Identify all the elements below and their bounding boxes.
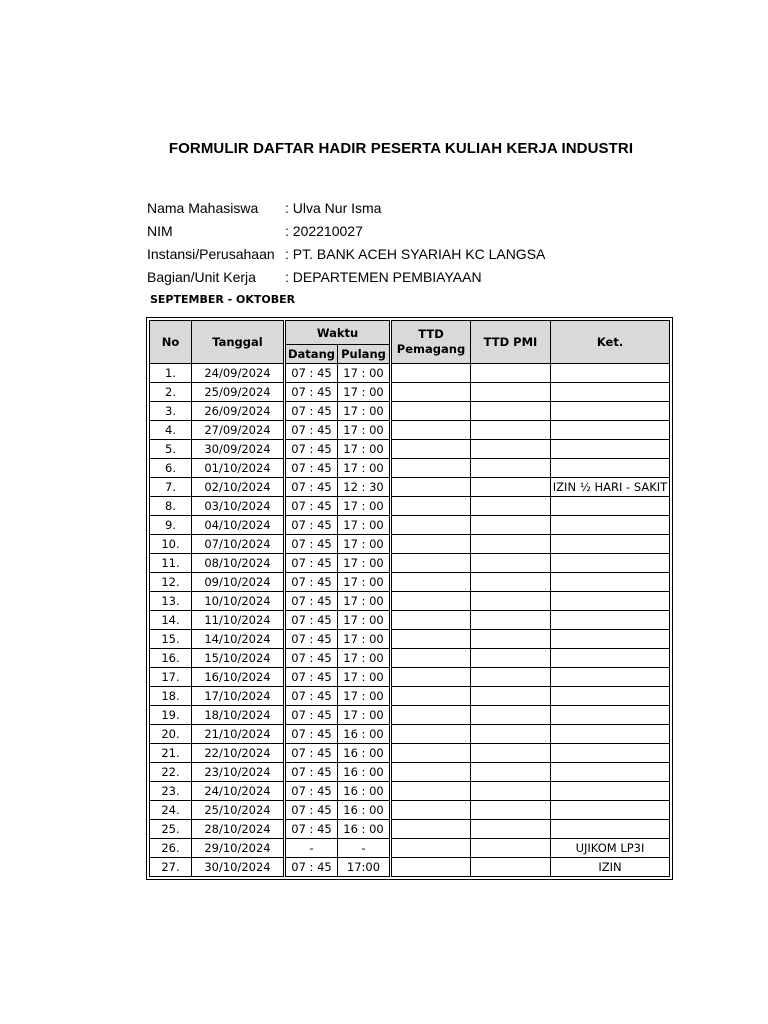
table-row [150,782,670,801]
cell-ttd-pmi [471,649,551,668]
cell-tanggal: 21/10/2024 [192,725,285,744]
cell-ttd-pemagang [391,668,471,687]
table-row [150,421,670,440]
info-label: Nama Mahasiswa [147,200,259,216]
cell-no: 13. [150,592,192,611]
cell-no: 4. [150,421,192,440]
cell-pulang: 17 : 00 [338,554,391,573]
cell-datang: 07 : 45 [285,440,338,459]
cell-pulang: 17 : 00 [338,440,391,459]
cell-pulang: 17 : 00 [338,535,391,554]
page-title: FORMULIR DAFTAR HADIR PESERTA KULIAH KERJA INDUSTRI [168,140,634,157]
table-row [150,516,670,535]
header-pulang: Pulang [338,345,391,364]
cell-ttd-pemagang [391,554,471,573]
cell-datang: 07 : 45 [285,364,338,383]
header-ttd-pemagang [391,321,471,364]
cell-ket [551,687,670,706]
table-row [150,383,670,402]
cell-pulang: - [338,839,391,858]
cell-ttd-pemagang [391,858,471,877]
cell-ttd-pemagang [391,592,471,611]
cell-ttd-pmi [471,801,551,820]
cell-no: 10. [150,535,192,554]
cell-ttd-pemagang [391,497,471,516]
cell-datang: 07 : 45 [285,630,338,649]
cell-tanggal: 02/10/2024 [192,478,285,497]
table-row [150,611,670,630]
cell-datang: 07 : 45 [285,516,338,535]
cell-no: 27. [150,858,192,877]
table-row [150,668,670,687]
period-label: SEPTEMBER - OKTOBER [150,293,296,306]
info-label: Instansi/Perusahaan [147,246,275,262]
cell-ttd-pemagang [391,820,471,839]
cell-ket [551,725,670,744]
cell-tanggal: 30/09/2024 [192,440,285,459]
cell-ttd-pmi [471,478,551,497]
cell-pulang: 16 : 00 [338,820,391,839]
cell-ttd-pemagang [391,364,471,383]
cell-no: 8. [150,497,192,516]
cell-no: 18. [150,687,192,706]
cell-no: 5. [150,440,192,459]
cell-pulang: 17 : 00 [338,383,391,402]
cell-ttd-pmi [471,402,551,421]
cell-ttd-pemagang [391,611,471,630]
cell-ttd-pemagang [391,649,471,668]
cell-datang: - [285,839,338,858]
cell-tanggal: 23/10/2024 [192,763,285,782]
table-row [150,649,670,668]
cell-ket [551,554,670,573]
cell-datang: 07 : 45 [285,402,338,421]
cell-ttd-pmi [471,706,551,725]
table-row [150,592,670,611]
cell-ttd-pemagang [391,839,471,858]
cell-datang: 07 : 45 [285,421,338,440]
cell-ket [551,516,670,535]
cell-pulang: 16 : 00 [338,763,391,782]
cell-tanggal: 25/10/2024 [192,801,285,820]
cell-ttd-pmi [471,497,551,516]
attendance-table [149,320,670,877]
cell-tanggal: 16/10/2024 [192,668,285,687]
cell-pulang: 17 : 00 [338,668,391,687]
cell-datang: 07 : 45 [285,383,338,402]
cell-ket [551,364,670,383]
info-row-bagian [147,268,545,291]
cell-datang: 07 : 45 [285,478,338,497]
cell-pulang: 17 : 00 [338,364,391,383]
cell-ttd-pemagang [391,383,471,402]
table-row [150,402,670,421]
table-row [150,820,670,839]
cell-tanggal: 17/10/2024 [192,687,285,706]
cell-ttd-pmi [471,763,551,782]
cell-ket: IZIN ½ HARI - SAKIT [551,478,670,497]
cell-pulang: 17 : 00 [338,649,391,668]
cell-ttd-pemagang [391,630,471,649]
cell-datang: 07 : 45 [285,554,338,573]
cell-no: 7. [150,478,192,497]
cell-ttd-pemagang [391,516,471,535]
header-ket: Ket. [551,321,670,364]
cell-ket [551,402,670,421]
cell-ket [551,782,670,801]
cell-pulang: 16 : 00 [338,725,391,744]
cell-ket [551,592,670,611]
cell-ket [551,763,670,782]
cell-ket: UJIKOM LP3I [551,839,670,858]
cell-tanggal: 28/10/2024 [192,820,285,839]
cell-pulang: 17 : 00 [338,402,391,421]
cell-ttd-pemagang [391,478,471,497]
cell-datang: 07 : 45 [285,744,338,763]
cell-tanggal: 26/09/2024 [192,402,285,421]
cell-datang: 07 : 45 [285,763,338,782]
table-row [150,687,670,706]
cell-no: 11. [150,554,192,573]
cell-no: 21. [150,744,192,763]
cell-tanggal: 24/10/2024 [192,782,285,801]
cell-ttd-pmi [471,383,551,402]
cell-tanggal: 24/09/2024 [192,364,285,383]
cell-ket: IZIN [551,858,670,877]
cell-pulang: 17 : 00 [338,611,391,630]
cell-ttd-pmi [471,668,551,687]
cell-datang: 07 : 45 [285,497,338,516]
cell-ttd-pmi [471,820,551,839]
table-row [150,440,670,459]
cell-pulang: 17 : 00 [338,573,391,592]
cell-datang: 07 : 45 [285,820,338,839]
cell-pulang: 17 : 00 [338,706,391,725]
cell-tanggal: 27/09/2024 [192,421,285,440]
info-value: : 202210027 [285,223,363,239]
cell-pulang: 12 : 30 [338,478,391,497]
header-datang: Datang [285,345,338,364]
table-row [150,725,670,744]
header-no: No [150,321,192,364]
info-label: NIM [147,223,173,239]
cell-ttd-pemagang [391,744,471,763]
info-row-instansi [147,245,545,268]
info-row-nama [147,199,545,222]
cell-ttd-pmi [471,554,551,573]
cell-ttd-pmi [471,364,551,383]
cell-no: 24. [150,801,192,820]
cell-ttd-pmi [471,782,551,801]
cell-no: 3. [150,402,192,421]
cell-datang: 07 : 45 [285,573,338,592]
cell-ttd-pemagang [391,440,471,459]
cell-ttd-pemagang [391,706,471,725]
cell-ttd-pemagang [391,535,471,554]
cell-datang: 07 : 45 [285,801,338,820]
table-row [150,763,670,782]
cell-ttd-pmi [471,725,551,744]
cell-no: 14. [150,611,192,630]
cell-ttd-pmi [471,839,551,858]
cell-ttd-pmi [471,630,551,649]
cell-no: 12. [150,573,192,592]
cell-tanggal: 03/10/2024 [192,497,285,516]
cell-tanggal: 18/10/2024 [192,706,285,725]
cell-tanggal: 01/10/2024 [192,459,285,478]
cell-datang: 07 : 45 [285,535,338,554]
cell-datang: 07 : 45 [285,782,338,801]
info-value: : DEPARTEMEN PEMBIAYAAN [285,269,482,285]
cell-no: 9. [150,516,192,535]
table-row [150,839,670,858]
cell-ket [551,383,670,402]
cell-datang: 07 : 45 [285,725,338,744]
table-row [150,497,670,516]
cell-ttd-pemagang [391,459,471,478]
cell-pulang: 17 : 00 [338,497,391,516]
table-row [150,554,670,573]
cell-no: 1. [150,364,192,383]
cell-ttd-pmi [471,535,551,554]
info-row-nim [147,222,545,245]
table-row [150,706,670,725]
cell-ttd-pmi [471,421,551,440]
cell-pulang: 17 : 00 [338,592,391,611]
cell-pulang: 17 : 00 [338,630,391,649]
cell-pulang: 17 : 00 [338,687,391,706]
cell-pulang: 16 : 00 [338,801,391,820]
cell-ttd-pmi [471,858,551,877]
cell-ket [551,668,670,687]
cell-tanggal: 14/10/2024 [192,630,285,649]
cell-ket [551,497,670,516]
cell-ttd-pemagang [391,421,471,440]
cell-tanggal: 15/10/2024 [192,649,285,668]
cell-tanggal: 30/10/2024 [192,858,285,877]
cell-ttd-pmi [471,440,551,459]
cell-ttd-pemagang [391,687,471,706]
cell-no: 19. [150,706,192,725]
cell-ttd-pmi [471,611,551,630]
header-ttd-pmi: TTD PMI [471,321,551,364]
cell-datang: 07 : 45 [285,649,338,668]
cell-ket [551,630,670,649]
table-row [150,573,670,592]
student-info [147,199,545,291]
cell-pulang: 17 : 00 [338,459,391,478]
cell-ttd-pmi [471,744,551,763]
cell-ket [551,649,670,668]
cell-tanggal: 22/10/2024 [192,744,285,763]
table-row [150,364,670,383]
cell-tanggal: 07/10/2024 [192,535,285,554]
cell-no: 25. [150,820,192,839]
table-row [150,535,670,554]
cell-tanggal: 11/10/2024 [192,611,285,630]
cell-tanggal: 09/10/2024 [192,573,285,592]
cell-pulang: 16 : 00 [338,744,391,763]
cell-no: 17. [150,668,192,687]
cell-ttd-pemagang [391,573,471,592]
header-waktu: Waktu [285,321,391,345]
header-pemagang-label: Pemagang [396,342,466,356]
cell-tanggal: 08/10/2024 [192,554,285,573]
cell-tanggal: 10/10/2024 [192,592,285,611]
cell-datang: 07 : 45 [285,687,338,706]
cell-ket [551,535,670,554]
cell-ttd-pmi [471,516,551,535]
cell-ttd-pmi [471,592,551,611]
table-row [150,858,670,877]
cell-ket [551,744,670,763]
cell-ket [551,421,670,440]
table-row [150,744,670,763]
cell-no: 2. [150,383,192,402]
cell-ttd-pemagang [391,402,471,421]
cell-no: 15. [150,630,192,649]
cell-tanggal: 25/09/2024 [192,383,285,402]
cell-no: 16. [150,649,192,668]
cell-ttd-pemagang [391,782,471,801]
cell-datang: 07 : 45 [285,592,338,611]
info-value: : Ulva Nur Isma [285,200,382,216]
cell-datang: 07 : 45 [285,706,338,725]
cell-tanggal: 04/10/2024 [192,516,285,535]
cell-ttd-pmi [471,459,551,478]
cell-no: 22. [150,763,192,782]
info-value: : PT. BANK ACEH SYARIAH KC LANGSA [285,246,546,262]
cell-ttd-pemagang [391,763,471,782]
attendance-table-frame [146,317,673,880]
attendance-rows [150,364,670,877]
header-tanggal: Tanggal [192,321,285,364]
cell-no: 20. [150,725,192,744]
cell-ket [551,573,670,592]
cell-pulang: 17:00 [338,858,391,877]
cell-datang: 07 : 45 [285,668,338,687]
cell-ket [551,459,670,478]
cell-no: 23. [150,782,192,801]
table-row [150,459,670,478]
cell-no: 26. [150,839,192,858]
cell-pulang: 16 : 00 [338,782,391,801]
cell-ttd-pmi [471,573,551,592]
cell-tanggal: 29/10/2024 [192,839,285,858]
cell-ttd-pemagang [391,725,471,744]
table-row [150,630,670,649]
header-ttd-label: TTD [418,327,444,341]
cell-no: 6. [150,459,192,478]
cell-ket [551,706,670,725]
cell-ket [551,440,670,459]
cell-ket [551,820,670,839]
cell-pulang: 17 : 00 [338,516,391,535]
cell-datang: 07 : 45 [285,858,338,877]
table-row [150,801,670,820]
cell-pulang: 17 : 00 [338,421,391,440]
cell-ket [551,801,670,820]
cell-datang: 07 : 45 [285,611,338,630]
cell-ket [551,611,670,630]
info-label: Bagian/Unit Kerja [147,269,256,285]
table-row [150,478,670,497]
cell-ttd-pmi [471,687,551,706]
cell-datang: 07 : 45 [285,459,338,478]
cell-ttd-pemagang [391,801,471,820]
